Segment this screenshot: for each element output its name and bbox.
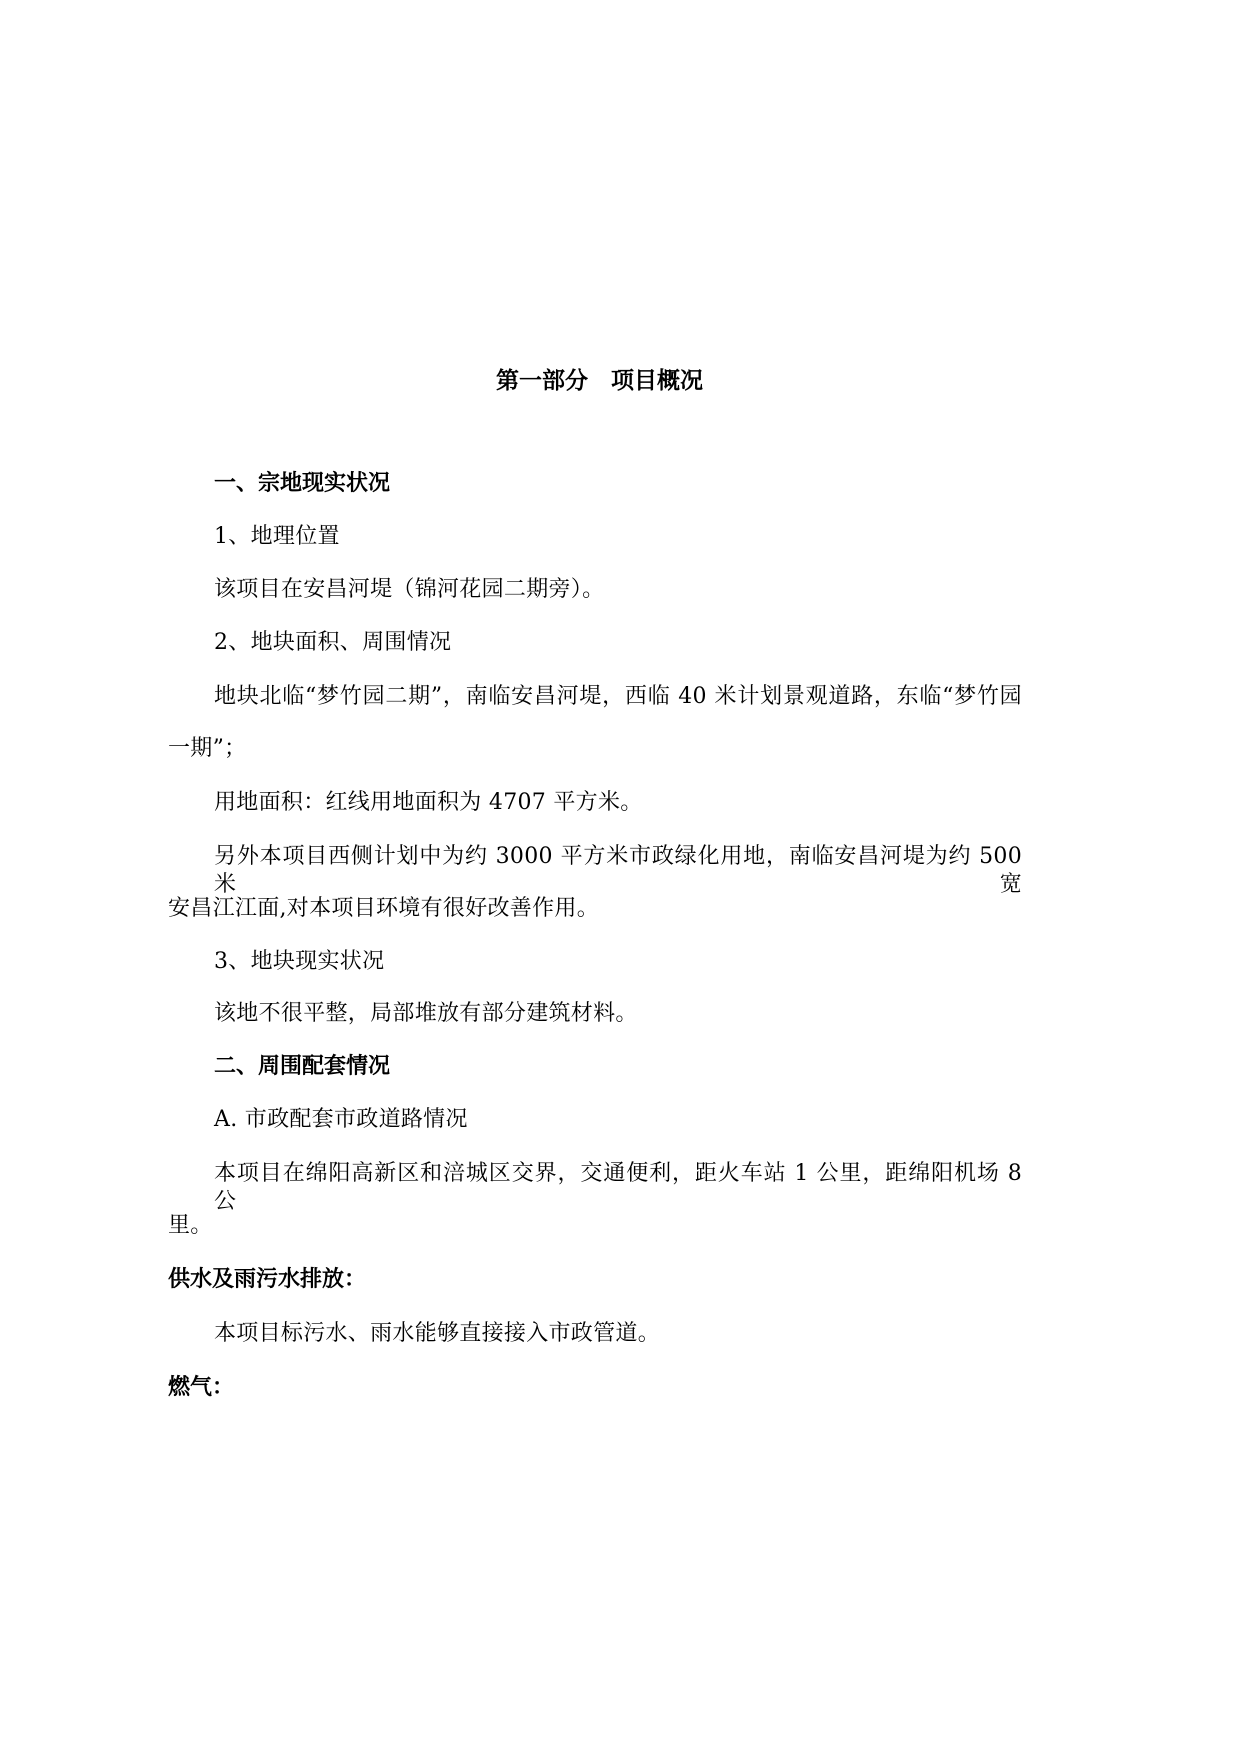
surroundings-paragraph-line1: 另外本项目西侧计划中为约 3000 平方米市政绿化用地，南临安昌河堤为约 500 米宽 (214, 844, 1022, 897)
water-drainage-heading: 供水及雨污水排放： (168, 1267, 367, 1292)
land-area-text: 用地面积：红线用地面积为 4707 平方米。 (214, 790, 643, 815)
section1-heading: 一、宗地现实状况 (214, 471, 391, 496)
status-text: 该地不很平整，局部堆放有部分建筑材料。 (214, 1001, 638, 1026)
boundaries-paragraph-line1: 地块北临“梦竹园二期”，南临安昌河堤，西临 40 米计划景观道路，东临“梦竹园 (214, 684, 1022, 709)
boundaries-paragraph-line2: 一期”； (168, 736, 247, 761)
transport-paragraph-line1: 本项目在绵阳高新区和涪城区交界，交通便利，距火车站 1 公里，距绵阳机场 8 公 (214, 1161, 1022, 1214)
water-drainage-text: 本项目标污水、雨水能够直接接入市政管道。 (214, 1321, 661, 1346)
section2-heading: 二、周围配套情况 (214, 1054, 391, 1079)
location-text: 该项目在安昌河堤（锦河花园二期旁）。 (214, 577, 605, 602)
surroundings-paragraph-line2: 安昌江江面,对本项目环境有很好改善作用。 (168, 896, 599, 921)
page-title: 第一部分 项目概况 (496, 368, 703, 394)
transport-paragraph-line2: 里。 (168, 1213, 213, 1238)
subsection-location-heading: 1、地理位置 (214, 524, 340, 549)
gas-heading: 燃气： (168, 1375, 235, 1400)
subsection-roads-heading: A. 市政配套市政道路情况 (214, 1107, 468, 1132)
subsection-area-heading: 2、地块面积、周围情况 (214, 630, 452, 655)
subsection-status-heading: 3、地块现实状况 (214, 949, 385, 974)
